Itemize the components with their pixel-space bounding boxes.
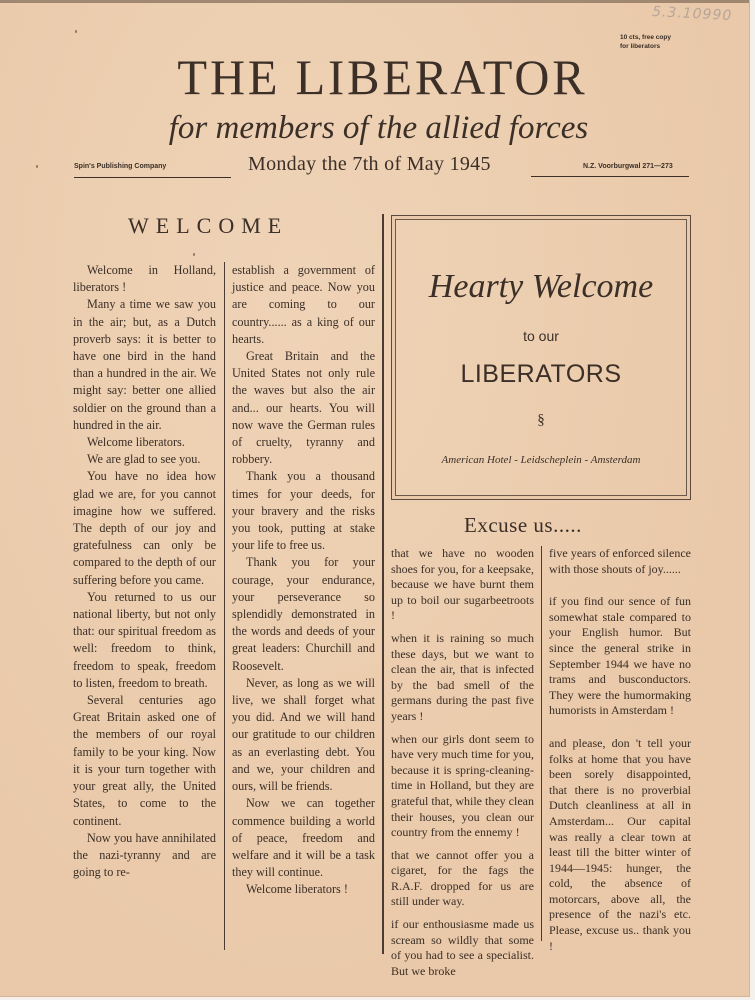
paragraph: Thank you for your courage, your endurance, your perseverance so splendidly demonstrated in the words and deeds of your great leaders: Churchill and Roosevelt. <box>232 555 375 673</box>
price-note-line1: 10 cts, free copy <box>620 34 671 41</box>
paragraph: Welcome in Holland, liberators ! <box>73 263 216 295</box>
section-divider <box>382 214 384 954</box>
welcome-heading: WELCOME <box>128 213 289 238</box>
paragraph: if you find our sence of fun somewhat stale compared to your English humor. But since the general strike in September 1944 we have no trams and busconductors. They were the humormaking humorists in Amsterdam ! <box>549 594 691 718</box>
paragraph: when it is raining so much these days, but we want to clean the air, that is infected by the bad smell of the germans during the past five years ! <box>391 630 534 723</box>
ad-liberators: LIBERATORS <box>460 360 622 388</box>
ad-to-our: to our <box>523 328 559 344</box>
dateline: Monday the 7th of May 1945 <box>248 153 491 175</box>
excuse-heading: Excuse us..... <box>464 513 582 537</box>
hotel-advertisement <box>391 215 691 500</box>
paragraph: Welcome liberators. <box>87 435 185 450</box>
paragraph: Several centuries ago Great Britain asked one of the members of our royal family to be your king. Now it is your turn together with your great ally, the United States, to come to the continent. <box>73 693 216 828</box>
paragraph: and please, don 't tell your folks at home that you have been sorely disappointed, that there is no proverbial Dutch cleanliness at all in Amsterdam... Our capital was really a clear town at least till the bitter winter of 1944—1945: hunger, the cold, the absence of motorcars, above all, the presence of the nazi's etc. Please, excuse us.. thank you ! <box>549 735 691 953</box>
paper-speck <box>75 30 77 33</box>
paragraph: Many a time we saw you in the air; but, as a Dutch proverb says: it is better to have one bird in the hand than a hundred in the air. We might say: better one allied soldier on the ground than a hundred in the air. <box>73 297 216 432</box>
excuse-column-1 <box>391 546 534 986</box>
masthead-rule-right <box>531 176 689 177</box>
paragraph: Now you have annihilated the nazi-tyranny and are going to re- <box>73 830 216 880</box>
column-divider <box>224 262 225 950</box>
paragraph: You have no idea how glad we are, for you cannot imagine how we suffered. The depth of our joy and gratefulness can only be compared to the depth of our suffering before you came. <box>73 469 216 587</box>
paragraph: that we have no wooden shoes for you, for a keepsake, because we have burnt them up to boil our sugarbeetroots ! <box>391 546 534 623</box>
column-divider <box>541 546 542 941</box>
paper-speck <box>193 253 195 256</box>
paragraph: Welcome liberators ! <box>246 882 348 897</box>
paragraph: Now we can together commence building a world of peace, freedom and welfare and it will be a task they will continue. <box>232 796 375 880</box>
paragraph: establish a government of justice and peace. Now you are coming to our country...... as a king of our hearts. <box>232 263 375 346</box>
paragraph: that we cannot offer you a cigaret, for the fags the R.A.F. dropped for us are still under way. <box>391 847 534 909</box>
paragraph: if our enthousiasme made us scream so wildly that some of you had to see a specialist. But we broke <box>391 917 534 978</box>
excuse-column-2 <box>549 546 691 961</box>
newspaper-subtitle: for members of the allied forces <box>168 110 589 146</box>
price-note-line2: for liberators <box>620 43 661 50</box>
scan-top-edge <box>0 0 749 3</box>
publisher-name: Spin's Publishing Company <box>74 163 167 170</box>
paragraph: You returned to us our national liberty, but not only that: our spiritual freedom as well: freedom to think, freedom to speak, freedom to listen, freedom to breath. <box>73 589 216 690</box>
paragraph: when our girls dont seem to have very much time for you, because it is spring-cleaning-time in Holland, but they are grateful that, while they clean their houses, you clean our country from the ennemy ! <box>391 731 534 840</box>
paper-speck <box>36 165 38 168</box>
paragraph: five years of enforced silence with those shouts of joy...... <box>549 546 691 576</box>
publisher-address: N.Z. Voorburgwal 271—273 <box>583 163 673 170</box>
section-ornament-icon: § <box>537 412 545 428</box>
masthead-rule-left <box>74 177 231 178</box>
welcome-column-2 <box>232 262 375 899</box>
paragraph: Great Britain and the United States not only rule the waves but also the air and... our hearts. You will now wave the German rules of cruelty, tyranny and robbery. <box>232 349 375 467</box>
paragraph: Never, as long as we will live, we shall forget what you did. And we will hand our gratitude to our children as an everlasting debt. You and we, your children and ours, will be friends. <box>232 675 375 794</box>
ad-headline: Hearty Welcome <box>428 268 654 305</box>
handwritten-archive-number: 5.3.10990 <box>651 3 733 25</box>
ad-hotel-address: American Hotel - Leidscheplein - Amsterdam <box>441 454 641 466</box>
paragraph: We are glad to see you. <box>87 452 201 467</box>
paragraph: Thank you a thousand times for your deeds, for your bravery and the risks you took, putting at stake your life to free us. <box>232 469 375 553</box>
newspaper-title: THE LIBERATOR <box>177 49 588 105</box>
welcome-column-1 <box>73 262 216 881</box>
